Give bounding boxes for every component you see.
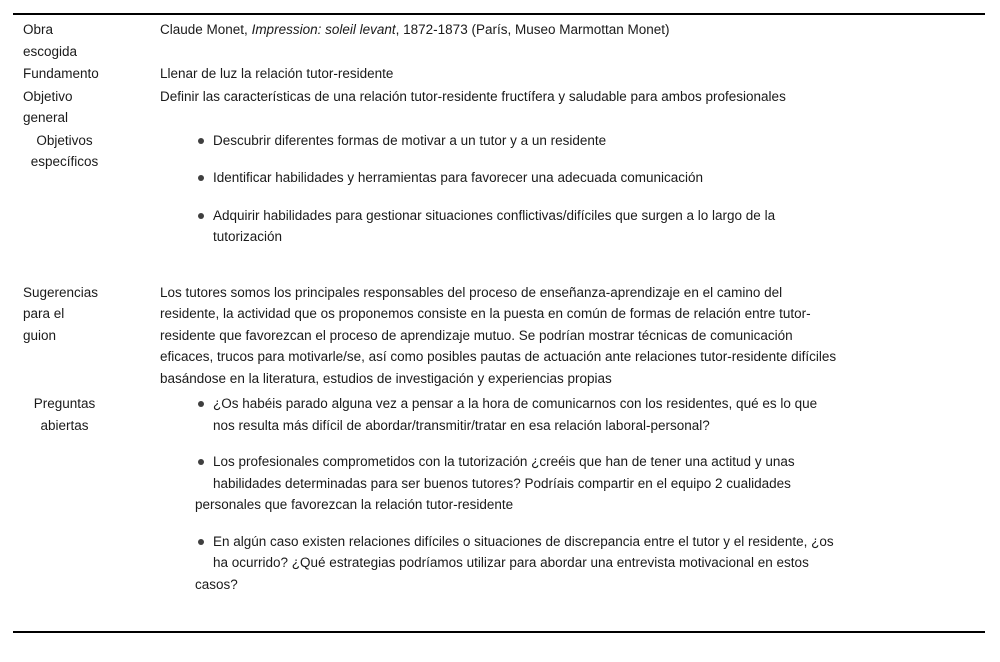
row-label-line: escogida <box>23 43 78 59</box>
table-row-preguntas-abiertas <box>13 393 985 595</box>
bullet-text-line: nos resulta más difícil de abordar/transmitir/tratar en esa relación laboral-personal? <box>213 417 710 433</box>
bullet-text-line: Descubrir diferentes formas de motivar a un tutor y a un residente <box>213 132 607 148</box>
row-content <box>160 130 985 248</box>
paragraph-line: residente que favorezcan el proceso de aprendizaje mutuo. Se podrían mostrar técnicas de comunicación <box>160 327 793 343</box>
bullet-icon <box>198 175 204 181</box>
list-item <box>160 167 985 189</box>
bullet-text-line: Identificar habilidades y herramientas para favorecer una adecuada comunicación <box>213 170 704 185</box>
row-label-line: abiertas <box>40 417 89 433</box>
bullet-icon <box>198 539 204 545</box>
row-label <box>13 86 160 129</box>
bullet-text-line: habilidades determinadas para ser buenos tutores? Podríais compartir en el equipo 2 cualidades <box>213 475 791 491</box>
table-row-sugerencias <box>13 282 985 390</box>
paragraph-line: basándose en la literatura, estudios de investigación y experiencias propias <box>160 370 612 386</box>
list-item <box>160 451 985 516</box>
bullet-text-line: tutorización <box>213 229 283 244</box>
paragraph-line: residente, la actividad que os proponemos consiste en la puesta en común de formas de relación entre tutor- <box>160 306 811 321</box>
table-row-fundamento <box>13 63 985 85</box>
row-content <box>160 393 985 595</box>
row-label-line: específicos <box>30 154 99 169</box>
bullet-text-line-outdented: personales que favorezcan la relación tutor-residente <box>195 497 514 512</box>
row-label-line: para el <box>23 306 65 321</box>
paper-table <box>13 13 985 633</box>
bullet-text-line: Adquirir habilidades para gestionar situaciones conflictivas/difíciles que surgen a lo largo de la <box>213 207 776 223</box>
bullet-text-line: ha ocurrido? ¿Qué estrategias podríamos utilizar para abordar una entrevista motivacional en estos <box>213 555 809 570</box>
row-content <box>160 282 985 390</box>
list-item <box>160 130 985 152</box>
row-content <box>160 19 985 41</box>
table-row-obra-escogida <box>13 19 985 62</box>
row-label-line: Obra <box>23 22 54 37</box>
bullet-icon <box>198 459 204 465</box>
row-label-line: guion <box>23 327 57 343</box>
artwork-citation-pre: Claude Monet, <box>160 22 252 37</box>
list-item <box>160 393 985 436</box>
bullet-icon <box>198 213 204 219</box>
row-label <box>13 130 160 173</box>
artwork-title: Impression: soleil levant <box>251 22 396 37</box>
artwork-citation-post: , 1872-1873 (París, Museo Marmottan Monet) <box>395 22 670 37</box>
list-item <box>160 205 985 248</box>
bullet-icon <box>198 401 204 407</box>
bullet-text-line: Los profesionales comprometidos con la tutorización ¿creéis que han de tener una actitud y unas <box>213 454 795 469</box>
row-content: Llenar de luz la relación tutor-residente <box>160 66 394 81</box>
row-content: Definir las características de una relación tutor-residente fructífera y saludable para ambos profesionales <box>160 88 786 104</box>
bullet-icon <box>198 138 204 144</box>
bullet-text-line: En algún caso existen relaciones difíciles o situaciones de discrepancia entre el tutor y el residente, ¿os <box>213 533 834 549</box>
row-label-line: Preguntas <box>33 396 96 411</box>
paragraph-line: Los tutores somos los principales responsables del proceso de enseñanza-aprendizaje en el camino del <box>160 284 783 300</box>
row-label-line: Fundamento <box>23 66 99 81</box>
row-label <box>13 282 160 347</box>
row-label <box>13 393 160 436</box>
paragraph-line: eficaces, trucos para motivarle/se, así como posibles pautas de actuación ante relaciones tutor-residente difíciles <box>160 349 837 364</box>
table-row-objetivo-general <box>13 86 985 129</box>
table-row-objetivos-especificos <box>13 130 985 248</box>
row-label-line: general <box>23 110 69 125</box>
row-label <box>13 19 160 62</box>
list-item <box>160 531 985 596</box>
bullet-text-line: ¿Os habéis parado alguna vez a pensar a la hora de comunicarnos con los residentes, qué es lo que <box>213 396 818 411</box>
row-label-line: Objetivo <box>23 88 73 104</box>
bullet-text-line-outdented: casos? <box>195 576 238 592</box>
row-label-line: Sugerencias <box>23 284 99 300</box>
row-label-line: Objetivos <box>36 132 93 148</box>
row-label <box>13 63 160 85</box>
